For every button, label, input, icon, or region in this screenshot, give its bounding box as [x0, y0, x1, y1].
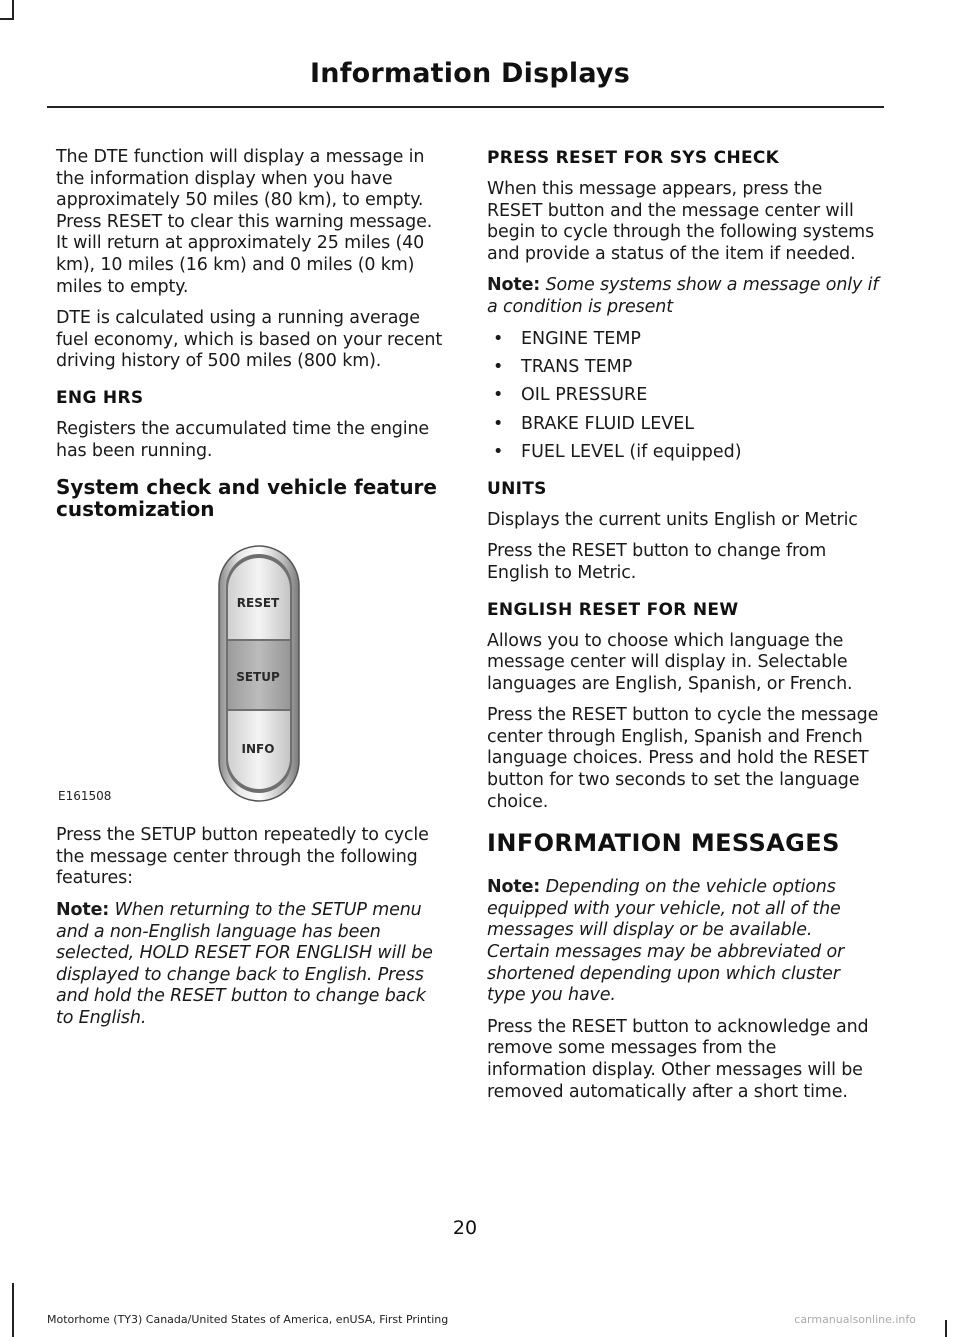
setup-buttons-figure: [56, 534, 448, 809]
eng-hrs-paragraph: Registers the accumulated time the engine has been running.: [56, 418, 430, 461]
note-text: Some systems show a message only if a condition is present: [487, 275, 879, 317]
left-column: [56, 147, 448, 1039]
units-paragraph: Displays the current units English or Metric: [487, 509, 858, 530]
note-text: When returning to the SETUP menu and a non-English language has been selected, HOLD RESET FOR ENGLISH will be displayed to change back to English. Press and hold the RESET button to change back to English.: [56, 899, 433, 1028]
language-cycle-paragraph: Press the RESET button to cycle the message center through English, Spanish and French language choices. Press and hold the RESET button for two seconds to set the language choice.: [487, 705, 879, 812]
dte-calc-paragraph: DTE is calculated using a running average fuel economy, which is based on your recent driving history of 500 miles (800 km).: [56, 308, 443, 372]
note-text: Depending on the vehicle options equipped with your vehicle, not all of the messages will display or be available. Certain messages may be abbreviated or shortened depending upon which cluster type you have.: [487, 877, 845, 1006]
list-item: • OIL PRESSURE: [493, 385, 648, 406]
information-messages-heading: INFORMATION MESSAGES: [487, 829, 840, 858]
crop-mark-top-left-h: [0, 18, 14, 20]
title-rule: [47, 106, 884, 108]
note-label: Note:: [487, 877, 541, 898]
info-button-label: INFO: [241, 742, 275, 757]
bullet-dot: •: [493, 442, 504, 463]
watermark: carmanualsonline.info: [794, 1313, 916, 1326]
setup-paragraph: Press the SETUP button repeatedly to cycle the message center through the following features:: [56, 825, 429, 889]
sys-check-note: [487, 275, 880, 318]
right-column: [487, 147, 880, 1113]
eng-hrs-heading: ENG HRS: [56, 387, 144, 408]
figure-id: E161508: [58, 789, 112, 804]
note-label: Note:: [56, 899, 110, 920]
page-title: Information Displays: [310, 58, 630, 89]
sys-check-paragraph: When this message appears, press the RESET button and the message center will begin to cycle through the following systems and provide a status of the item if needed.: [487, 179, 875, 264]
language-paragraph: Allows you to choose which language the message center will display in. Selectable languages are English, Spanish, or French.: [487, 630, 853, 694]
bullet-dot: •: [493, 413, 504, 434]
dte-paragraph: The DTE function will display a message in the information display when you have approximately 50 miles (80 km), to empty. Press RESET to clear this warning message. It will return at approximately 25 miles (40 km), 10 miles (16 km) and 0 miles (0 km) miles to empty.: [56, 147, 433, 297]
units-reset-paragraph: Press the RESET button to change from English to Metric.: [487, 541, 827, 583]
acknowledge-paragraph: Press the RESET button to acknowledge and remove some messages from the information display. Other messages will be removed automatically after a short time.: [487, 1016, 869, 1102]
setup-note: [56, 900, 448, 1030]
crop-mark-bottom-left: [12, 1283, 14, 1337]
sys-check-heading: PRESS RESET FOR SYS CHECK: [487, 148, 780, 168]
units-heading: UNITS: [487, 478, 547, 499]
bullet-dot: •: [493, 356, 504, 377]
crop-mark-top-left: [12, 0, 14, 18]
list-item: • FUEL LEVEL (if equipped): [493, 442, 742, 463]
footer-text: Motorhome (TY3) Canada/United States of America, enUSA, First Printing: [47, 1313, 449, 1326]
information-note: [487, 877, 880, 1007]
reset-button-label: RESET: [236, 596, 280, 611]
system-list: [487, 329, 880, 464]
list-item: • ENGINE TEMP: [493, 328, 641, 349]
note-label: Note:: [487, 275, 541, 296]
bullet-dot: •: [493, 385, 504, 406]
system-check-heading: System check and vehicle feature customization: [56, 475, 437, 522]
setup-button-label: SETUP: [236, 670, 280, 685]
list-item: • TRANS TEMP: [493, 356, 633, 377]
crop-mark-bottom-right: [945, 1320, 947, 1337]
bullet-dot: •: [493, 328, 504, 349]
list-item: • BRAKE FLUID LEVEL: [493, 413, 695, 434]
page-number: 20: [452, 1217, 478, 1239]
language-heading: ENGLISH RESET FOR NEW: [487, 599, 739, 620]
